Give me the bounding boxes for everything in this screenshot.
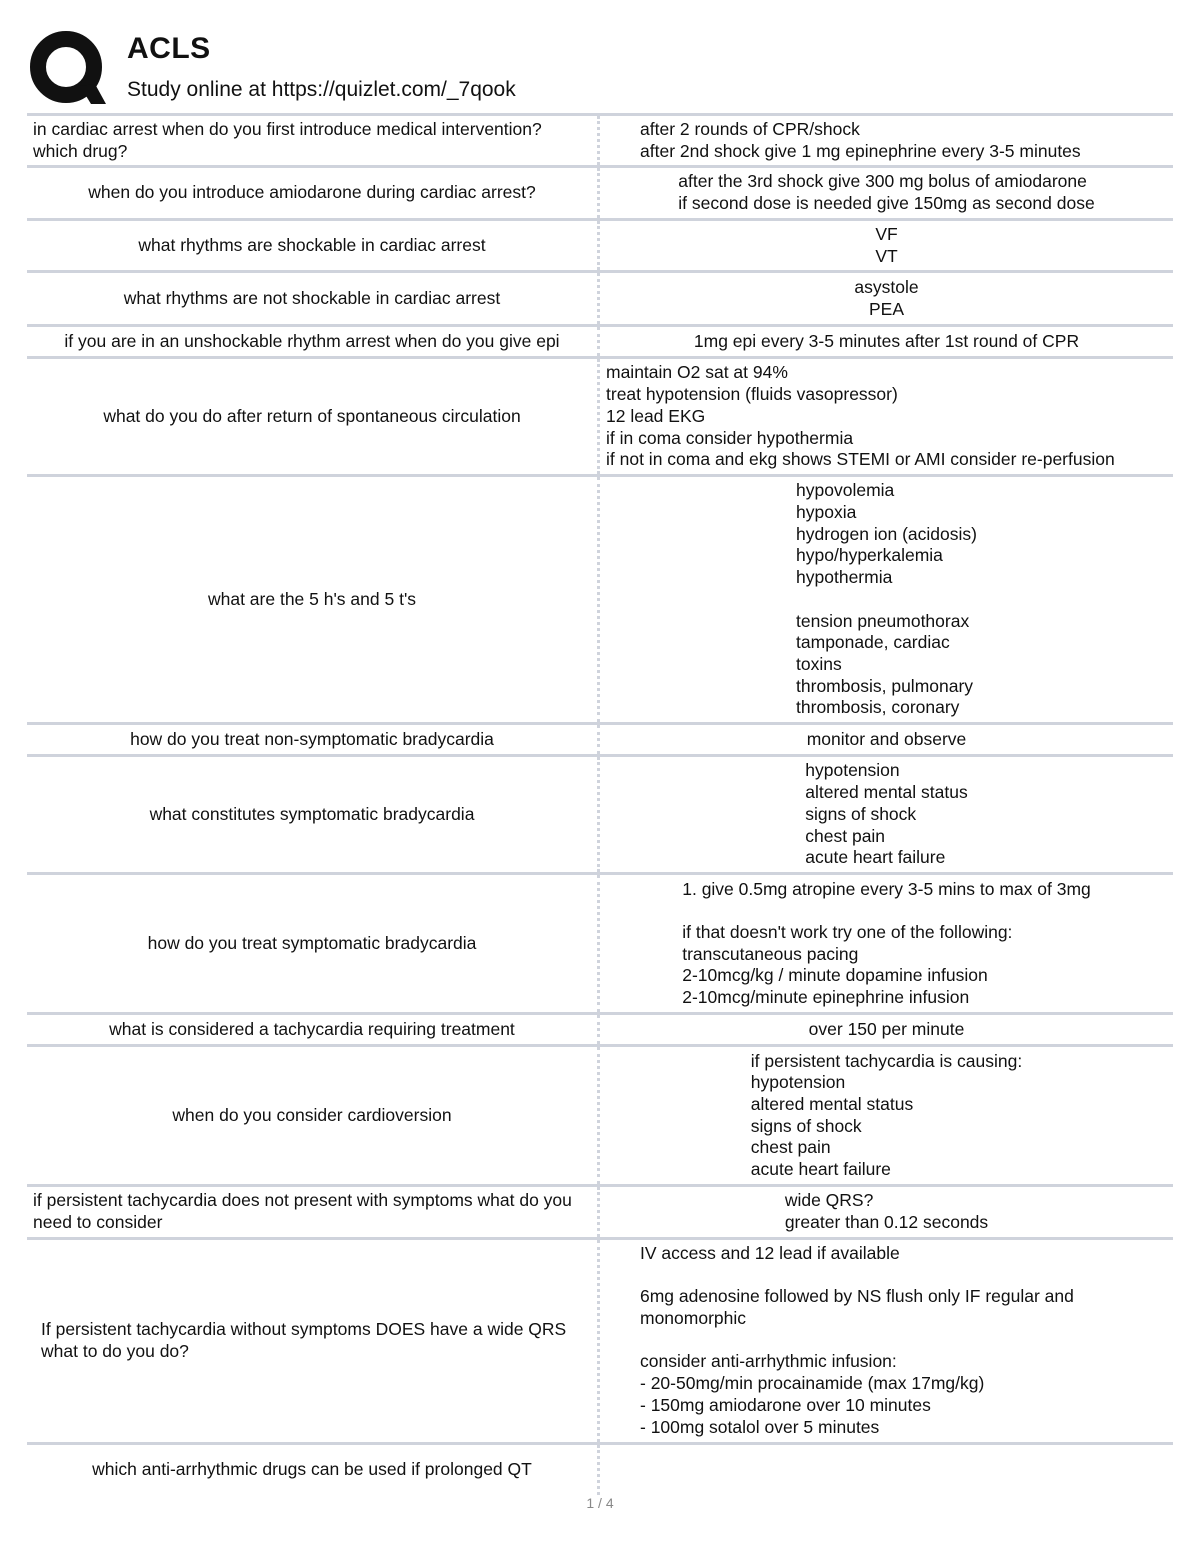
definition-text: 1mg epi every 3-5 minutes after 1st round of CPR: [693, 330, 1080, 351]
card-definition: [599, 272, 1174, 326]
card-definition: [599, 476, 1174, 724]
table-row: [27, 756, 1173, 874]
card-term: which anti-arrhythmic drugs can be used if prolonged QT: [27, 1443, 599, 1495]
card-definition: [599, 1443, 1174, 1495]
card-definition: [599, 874, 1174, 1014]
card-term: what constitutes symptomatic bradycardia: [27, 756, 599, 874]
card-definition: [599, 1186, 1174, 1238]
card-definition: [599, 167, 1174, 219]
definition-text: maintain O2 sat at 94% treat hypotension (fluids vasopressor) 12 lead EKG if in coma consider hypothermia if not in coma and ekg shows STEMI or AMI consider re-perfusion: [606, 362, 1115, 470]
definition-text: wide QRS? greater than 0.12 seconds: [784, 1190, 989, 1232]
table-row: [27, 476, 1173, 724]
card-definition: [599, 326, 1174, 358]
table-row: [27, 1046, 1173, 1186]
table-row: [27, 358, 1173, 476]
table-row: [27, 272, 1173, 326]
definition-text: hypotension altered mental status signs of shock chest pain acute heart failure: [805, 760, 968, 868]
card-definition: [599, 1014, 1174, 1046]
definition-text: after 2 rounds of CPR/shock after 2nd shock give 1 mg epinephrine every 3-5 minutes: [640, 119, 1081, 161]
card-term: when do you consider cardioversion: [27, 1046, 599, 1186]
card-definition: [599, 358, 1174, 476]
card-term: how do you treat symptomatic bradycardia: [27, 874, 599, 1014]
card-term: when do you introduce amiodarone during cardiac arrest?: [27, 167, 599, 219]
card-term: what rhythms are shockable in cardiac arrest: [27, 219, 599, 271]
table-row: [27, 1186, 1173, 1238]
definition-text: if persistent tachycardia is causing: hypotension altered mental status signs of shock chest pain acute heart failure: [750, 1050, 1023, 1180]
study-online-link[interactable]: Study online at https://quizlet.com/_7qook: [127, 78, 516, 101]
definition-text: IV access and 12 lead if available 6mg adenosine followed by NS flush only IF regular and monomorphic consider anti-arrhythmic infusion: - 20-50mg/min procainamide (max 17mg/kg) - 150mg amiodarone over 10 minutes - 100mg sotalol over 5 minutes: [640, 1242, 1074, 1437]
table-row: [27, 724, 1173, 756]
definition-text: VF VT: [875, 223, 898, 266]
card-term: what are the 5 h's and 5 t's: [27, 476, 599, 724]
table-row: [27, 167, 1173, 219]
table-row: [27, 326, 1173, 358]
card-term: if you are in an unshockable rhythm arrest when do you give epi: [27, 326, 599, 358]
set-title: ACLS: [127, 32, 211, 65]
card-term: how do you treat non-symptomatic bradycardia: [27, 724, 599, 756]
page-number: 1 / 4: [586, 1495, 614, 1511]
definition-text: over 150 per minute: [808, 1018, 965, 1039]
definition-text: after the 3rd shock give 300 mg bolus of amiodarone if second dose is needed give 150mg as second dose: [678, 171, 1095, 214]
card-definition: [599, 756, 1174, 874]
table-row: [27, 219, 1173, 271]
card-definition: [599, 115, 1174, 167]
card-definition: [599, 724, 1174, 756]
card-term: if persistent tachycardia does not present with symptoms what do you need to consider: [27, 1186, 599, 1238]
table-row: [27, 874, 1173, 1014]
table-row: [27, 1443, 1173, 1495]
table-row: [27, 1014, 1173, 1046]
quizlet-logo-icon: [28, 30, 108, 110]
card-term: what is considered a tachycardia requiring treatment: [27, 1014, 599, 1046]
definition-text: hypovolemia hypoxia hydrogen ion (acidosis) hypo/hyperkalemia hypothermia tension pneumothorax tamponade, cardiac toxins thrombosis, pulmonary thrombosis, coronary: [796, 480, 977, 718]
table-row: [27, 1238, 1173, 1443]
card-term: in cardiac arrest when do you first introduce medical intervention? which drug?: [27, 115, 599, 167]
table-row: [27, 115, 1173, 167]
card-term: what rhythms are not shockable in cardiac arrest: [27, 272, 599, 326]
card-term: what do you do after return of spontaneous circulation: [27, 358, 599, 476]
card-definition: [599, 1238, 1174, 1443]
definition-text: 1. give 0.5mg atropine every 3-5 mins to max of 3mg if that doesn't work try one of the following: transcutaneous pacing 2-10mcg/kg / minute dopamine infusion 2-10mcg/minute epinephrine infusion: [682, 878, 1091, 1008]
definition-text: monitor and observe: [806, 728, 967, 749]
definition-text: asystole PEA: [854, 277, 919, 319]
card-term: If persistent tachycardia without symptoms DOES have a wide QRS what to do you do?: [27, 1238, 599, 1443]
card-definition: [599, 1046, 1174, 1186]
card-definition: [599, 219, 1174, 271]
flashcard-table: [27, 113, 1173, 1495]
